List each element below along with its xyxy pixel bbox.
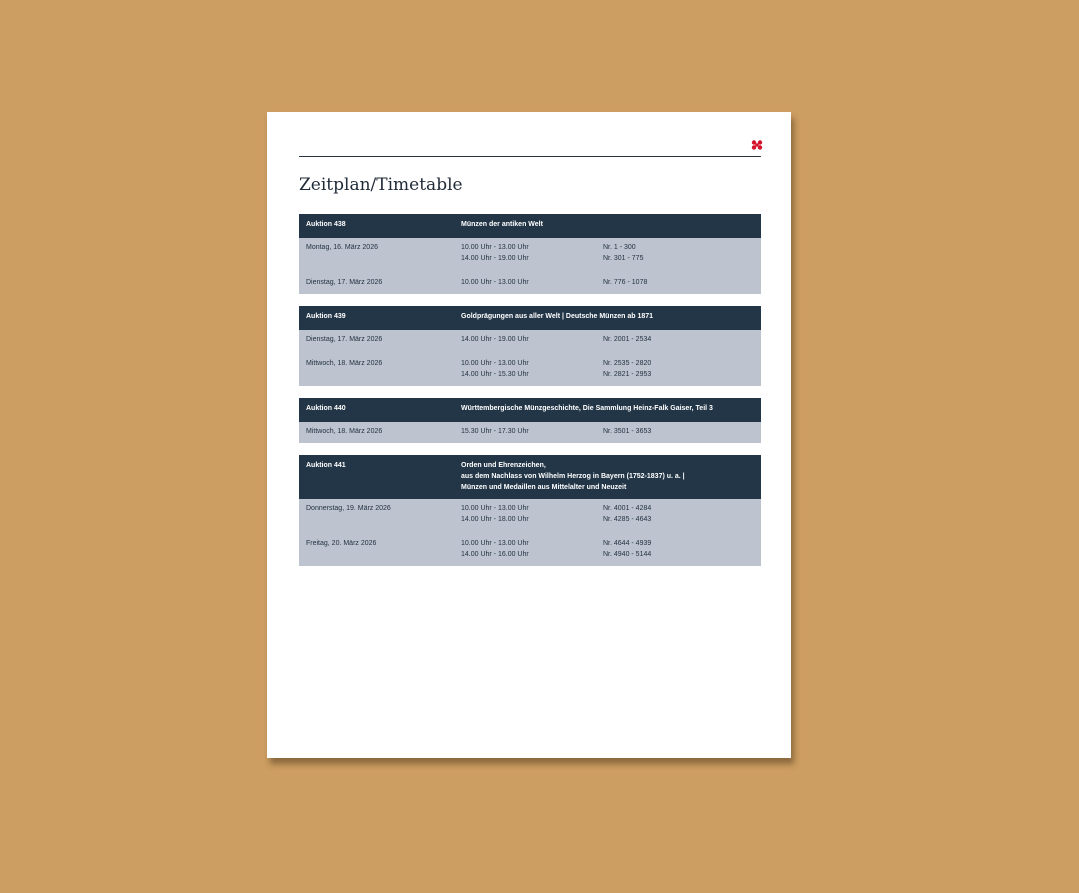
lot-range: Nr. 1 - 300 <box>603 244 636 251</box>
auction-header <box>299 455 761 499</box>
lot-ranges <box>603 277 761 288</box>
auction-block <box>299 455 761 566</box>
red-asterisk-logo-icon <box>751 140 763 150</box>
session-time: 10.00 Uhr - 13.00 Uhr <box>461 360 529 367</box>
auction-topic-line: Münzen und Medaillen aus Mittelalter und Neuzeit <box>461 484 627 491</box>
schedule-row <box>299 538 761 560</box>
session-time: 10.00 Uhr - 13.00 Uhr <box>461 279 529 286</box>
session-time: 14.00 Uhr - 18.00 Uhr <box>461 516 529 523</box>
session-date: Mittwoch, 18. März 2026 <box>306 428 383 435</box>
auction-label: Auktion 441 <box>306 462 346 469</box>
auction-header <box>299 306 761 330</box>
auction-label: Auktion 438 <box>306 221 346 228</box>
lot-range: Nr. 4940 - 5144 <box>603 551 652 558</box>
schedule-row <box>299 426 761 437</box>
lot-ranges <box>603 503 761 525</box>
document-page <box>267 112 791 758</box>
timetable <box>299 214 761 578</box>
lot-ranges <box>603 334 761 345</box>
schedule-row <box>299 242 761 264</box>
session-times <box>461 503 603 525</box>
auction-label: Auktion 440 <box>306 405 346 412</box>
auction-topic <box>461 403 761 416</box>
session-time: 14.00 Uhr - 19.00 Uhr <box>461 255 529 262</box>
session-times <box>461 426 603 437</box>
schedule-row <box>299 277 761 288</box>
lot-range: Nr. 301 - 775 <box>603 255 644 262</box>
lot-ranges <box>603 358 761 380</box>
session-time: 14.00 Uhr - 19.00 Uhr <box>461 336 529 343</box>
schedule-row <box>299 358 761 380</box>
session-date: Freitag, 20. März 2026 <box>306 540 377 547</box>
page-title: Zeitplan/Timetable <box>299 175 463 195</box>
session-date: Montag, 16. März 2026 <box>306 244 378 251</box>
session-date: Donnerstag, 19. März 2026 <box>306 505 391 512</box>
session-date: Mittwoch, 18. März 2026 <box>306 360 383 367</box>
session-time: 14.00 Uhr - 15.30 Uhr <box>461 371 529 378</box>
auction-topic <box>461 219 761 232</box>
auction-topic-line: Münzen der antiken Welt <box>461 221 543 228</box>
lot-ranges <box>603 538 761 560</box>
auction-label: Auktion 439 <box>306 313 346 320</box>
auction-topic-line: Goldprägungen aus aller Welt | Deutsche Münzen ab 1871 <box>461 313 654 320</box>
session-time: 10.00 Uhr - 13.00 Uhr <box>461 244 529 251</box>
lot-range: Nr. 2535 - 2820 <box>603 360 652 367</box>
auction-block <box>299 306 761 386</box>
auction-topic-line: Orden und Ehrenzeichen, <box>461 462 546 469</box>
auction-block <box>299 214 761 294</box>
auction-topic-line: Württembergische Münzgeschichte, Die Sammlung Heinz-Falk Gaiser, Teil 3 <box>461 405 713 412</box>
lot-range: Nr. 3501 - 3653 <box>603 428 652 435</box>
session-times <box>461 334 603 345</box>
auction-schedule <box>299 422 761 443</box>
session-times <box>461 242 603 264</box>
auction-topic <box>461 311 761 324</box>
lot-range: Nr. 2001 - 2534 <box>603 336 652 343</box>
session-date: Dienstag, 17. März 2026 <box>306 279 383 286</box>
header-rule <box>299 156 761 157</box>
session-time: 10.00 Uhr - 13.00 Uhr <box>461 540 529 547</box>
auction-schedule <box>299 238 761 294</box>
auction-topic <box>461 460 761 493</box>
schedule-row <box>299 334 761 345</box>
session-time: 14.00 Uhr - 16.00 Uhr <box>461 551 529 558</box>
lot-range: Nr. 4644 - 4939 <box>603 540 652 547</box>
session-times <box>461 277 603 288</box>
session-times <box>461 538 603 560</box>
lot-range: Nr. 2821 - 2953 <box>603 371 652 378</box>
auction-topic-line: aus dem Nachlass von Wilhelm Herzog in Bayern (1752-1837) u. a. | <box>461 473 685 480</box>
schedule-row <box>299 503 761 525</box>
auction-header <box>299 214 761 238</box>
lot-range: Nr. 4001 - 4284 <box>603 505 652 512</box>
lot-ranges <box>603 426 761 437</box>
lot-ranges <box>603 242 761 264</box>
auction-schedule <box>299 330 761 386</box>
session-time: 10.00 Uhr - 13.00 Uhr <box>461 505 529 512</box>
session-date: Dienstag, 17. März 2026 <box>306 336 383 343</box>
lot-range: Nr. 4285 - 4643 <box>603 516 652 523</box>
auction-header <box>299 398 761 422</box>
session-times <box>461 358 603 380</box>
auction-block <box>299 398 761 443</box>
session-time: 15.30 Uhr - 17.30 Uhr <box>461 428 529 435</box>
auction-schedule <box>299 499 761 566</box>
lot-range: Nr. 776 - 1078 <box>603 279 648 286</box>
